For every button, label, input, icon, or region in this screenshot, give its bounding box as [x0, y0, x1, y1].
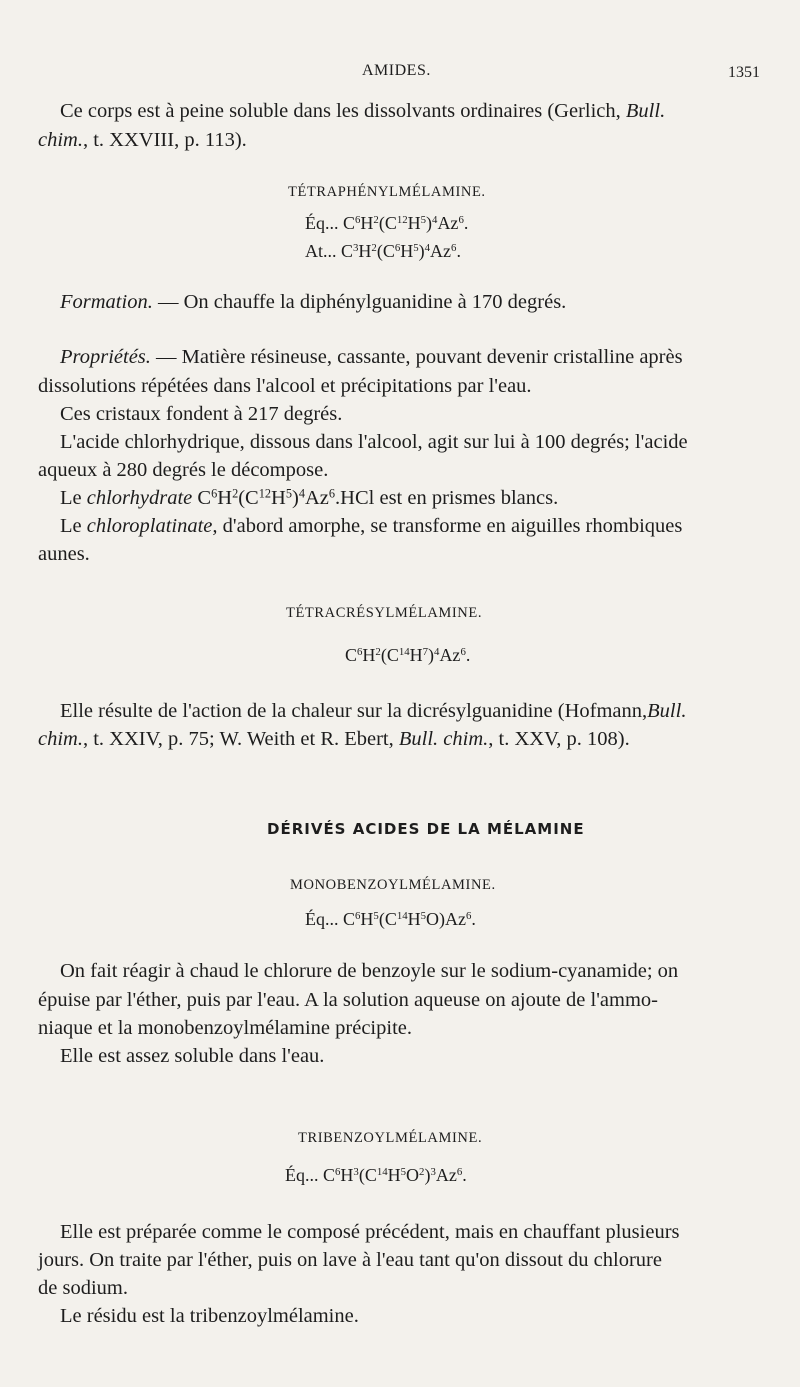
chloroplatinate-line-2: aunes. [38, 543, 90, 565]
properties-line-3: Ces cristaux fondent à 217 degrés. [60, 403, 343, 425]
intro-line-2: chim., t. XXVIII, p. 113). [38, 129, 247, 151]
monobenzoyl-line-3: niaque et la monobenzoylmélamine précipite. [38, 1017, 412, 1039]
chloroplatinate-line-1: Le chloroplatinate, d'abord amorphe, se transforme en aiguilles rhombiques [60, 515, 683, 537]
properties-line-1: Propriétés. — Matière résineuse, cassante, pouvant devenir cristalline après [60, 346, 683, 368]
running-header-title: AMIDES. [362, 62, 431, 79]
tribenzoyl-line-1: Elle est préparée comme le composé précédent, mais en chauffant plusieurs [60, 1221, 680, 1243]
tribenzoyl-line-4: Le résidu est la tribenzoylmélamine. [60, 1305, 359, 1327]
formation-paragraph: Formation. — On chauffe la diphénylguanidine à 170 degrés. [60, 291, 567, 313]
tetracresyl-line-2: chim., t. XXIV, p. 75; W. Weith et R. Ebert, Bull. chim., t. XXV, p. 108). [38, 728, 630, 750]
monobenzoyl-line-1: On fait réagir à chaud le chlorure de benzoyle sur le sodium-cyanamide; on [60, 960, 679, 982]
monobenzoyl-line-4: Elle est assez soluble dans l'eau. [60, 1045, 325, 1067]
formula-at-tetraphenyl: At... $C^3H^2(C^6H^5)^4Az^6$. [305, 241, 461, 261]
intro-line-1: Ce corps est à peine soluble dans les dissolvants ordinaires (Gerlich, Bull. [60, 100, 666, 122]
page-number: 1351 [728, 64, 760, 81]
heading-monobenzoylmelamine: MONOBENZOYLMÉLAMINE. [290, 877, 496, 893]
tetracresyl-line-1: Elle résulte de l'action de la chaleur sur la dicrésylguanidine (Hofmann,Bull. [60, 700, 687, 722]
properties-line-4: L'acide chlorhydrique, dissous dans l'alcool, agit sur lui à 100 degrés; l'acide [60, 431, 688, 453]
section-heading-acid-derivatives: DÉRIVÉS ACIDES DE LA MÉLAMINE [267, 820, 585, 838]
formula-eq-tetraphenyl: Éq... $C^6H^2(C^{12}H^5)^4Az^6$. [305, 213, 469, 233]
heading-tetracresylmelamine: TÉTRACRÉSYLMÉLAMINE. [286, 605, 483, 621]
properties-line-2: dissolutions répétées dans l'alcool et précipitations par l'eau. [38, 375, 532, 397]
formula-monobenzoyl: Éq... $C^6H^5(C^{14}H^5O)Az^6$. [305, 909, 476, 929]
formula-tetracresyl: $C^6H^2(C^{14}H^7)^4Az^6$. [345, 645, 471, 665]
properties-line-5: aqueux à 280 degrés le décompose. [38, 459, 329, 481]
tribenzoyl-line-2: jours. On traite par l'éther, puis on lave à l'eau tant qu'on dissout du chlorure [38, 1249, 662, 1271]
heading-tribenzoylmelamine: TRIBENZOYLMÉLAMINE. [298, 1130, 483, 1146]
chlorhydrate-line: Le chlorhydrate $C^6H^2(C^{12}H^5)^4Az^6.HCl$ est en prismes blancs. [60, 486, 559, 509]
monobenzoyl-line-2: épuise par l'éther, puis par l'eau. A la solution aqueuse on ajoute de l'ammo- [38, 989, 658, 1011]
heading-tetraphenylmelamine: TÉTRAPHÉNYLMÉLAMINE. [288, 184, 486, 200]
formula-tribenzoyl: Éq... $C^6H^3(C^{14}H^5O^2)^3Az^6$. [285, 1165, 467, 1185]
tribenzoyl-line-3: de sodium. [38, 1277, 128, 1299]
